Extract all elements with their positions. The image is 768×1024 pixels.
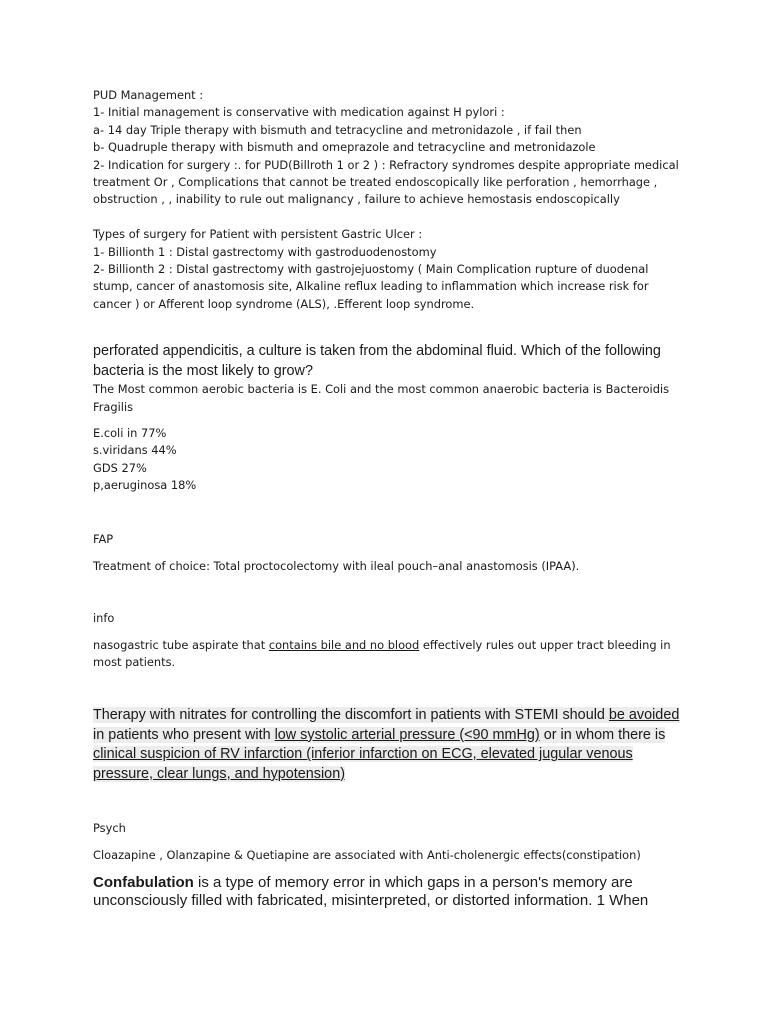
stemi-underline-3: clinical suspicion of RV infarction (inferior infarction on ECG, elevated jugular venous pressure, clear lungs, and hypotension) [93, 746, 633, 782]
surgery-line-2: 2- Billionth 2 : Distal gastrectomy with gastrojejuostomy ( Main Complication rupture of duodenal stump, cancer of anastomosis site, Alkaline reflux leading to inflammation which increase risk for cancer ) or Afferent loop syndrome (ALS), .Efferent loop syndrome. [93, 262, 653, 311]
appendicitis-question: perforated appendicitis, a culture is taken from the abdominal fluid. Which of the following bacteria is the most likely to grow? [93, 343, 661, 379]
info-text-underlined: contains bile and no blood [268, 637, 420, 652]
info-text [93, 637, 683, 672]
list-item: s.viridans 44% [93, 443, 177, 458]
pud-line-4: 2- Indication for surgery :. for PUD(Billroth 1 or 2 ) : Refractory syndromes despite appropriate medical treatment Or , Complications that cannot be treated endoscopically like perforation , hemorrhage , obstruction , , inability to rule out malignancy , failure to achieve hemostasis endoscopically [93, 157, 683, 207]
document-page [93, 87, 683, 911]
pud-line-3: b- Quadruple therapy with bismuth and omeprazole and tetracycline and metronidazole [93, 140, 596, 155]
info-text-post: effectively rules out upper tract bleeding in most patients. [93, 637, 675, 669]
list-item: p,aeruginosa 18% [93, 478, 197, 493]
stemi-text-2: in patients who present with [93, 726, 275, 743]
list-item: E.coli in 77% [93, 426, 167, 441]
fap-title: FAP [93, 531, 114, 546]
psych-text: Cloazapine , Olanzapine & Quetiapine are associated with Anti-cholenergic effects(constipation) [93, 848, 641, 863]
pud-title: PUD Management : [93, 88, 204, 102]
confabulation-text: is a type of memory error in which gaps in a person's memory are unconsciously filled with fabricated, misinterpreted, or distorted information. 1 When [93, 873, 649, 910]
fap-text: Treatment of choice: Total proctocolectomy with ileal pouch–anal anastomosis (IPAA). [93, 558, 580, 573]
confabulation-paragraph [93, 874, 683, 911]
confabulation-term: Confabulation [93, 873, 194, 891]
stemi-underline-1: be avoided [608, 707, 680, 724]
stemi-text-3: or in whom there is [539, 726, 666, 743]
bacteria-stats-list [93, 425, 683, 495]
info-text-pre: nasogastric tube aspirate that [93, 637, 269, 652]
info-title: info [93, 610, 115, 625]
pud-line-1: 1- Initial management is conservative with medication against H pylori : [93, 105, 505, 120]
stemi-paragraph [93, 706, 683, 784]
surgery-title: Types of surgery for Patient with persistent Gastric Ulcer : [93, 227, 423, 242]
stemi-underline-2: low systolic arterial pressure (<90 mmHg) [274, 726, 540, 743]
pud-line-2: a- 14 day Triple therapy with bismuth and tetracycline and metronidazole , if fail then [93, 122, 582, 137]
stemi-text-1: Therapy with nitrates for controlling the discomfort in patients with STEMI should [93, 707, 609, 724]
surgery-line-1: 1- Billionth 1 : Distal gastrectomy with gastroduodenostomy [93, 244, 437, 259]
psych-title: Psych [93, 821, 126, 836]
appendicitis-answer: The Most common aerobic bacteria is E. Coli and the most common anaerobic bacteria is Bacteroidis Fragilis [93, 382, 673, 414]
list-item: GDS 27% [93, 460, 147, 475]
